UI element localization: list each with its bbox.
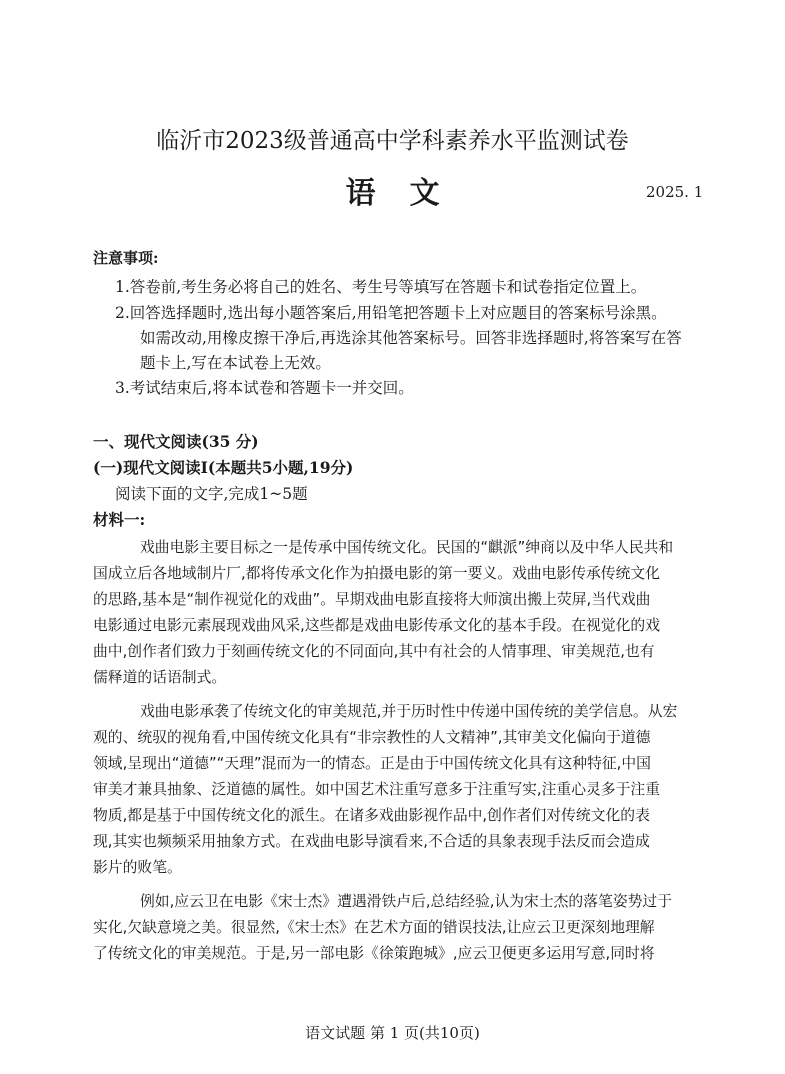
text-line: 现,其实也频频采用抽象方式。在戏曲电影导演看来,不合适的具象表现手法反而会造成 [93,833,650,850]
text-line: 电影通过电影元素展现戏曲风采,这些都是戏曲电影传承文化的基本手段。在视觉化的戏 [93,617,660,634]
notice-heading: 注意事项: [93,249,159,267]
section-heading: 一、现代文阅读(35 分) [93,432,259,451]
text-line: 审美才兼具抽象、泛道德的属性。如中国艺术注重写意多于注重写实,注重心灵多于注重 [93,781,660,798]
notice-line: 1.答卷前,考生务必将自己的姓名、考生号等填写在答题卡和试卷指定位置上。 [115,278,647,296]
notice-line: 3.考试结束后,将本试卷和答题卡一并交回。 [115,379,414,397]
text-line: 例如,应云卫在电影《宋士杰》遭遇滑铁卢后,总结经验,认为宋士杰的落笔姿势过于 [140,893,673,910]
text-line: 观的、统驭的视角看,中国传统文化具有“非宗教性的人文精神”,其审美文化偏向于道德 [93,729,651,746]
exam-title: 临沂市2023级普通高中学科素养水平监测试卷 [156,128,629,154]
text-line: 戏曲电影承袭了传统文化的审美规范,并于历时性中传递中国传统的美学信息。从宏 [140,703,678,720]
text-line: 戏曲电影主要目标之一是传承中国传统文化。民国的“麒派”绅商以及中华人民共和 [140,539,674,556]
exam-date: 2025. 1 [646,183,704,201]
material-label: 材料一: [93,510,146,529]
text-line: 国成立后各地域制片厂,都将传承文化作为拍摄电影的第一要义。戏曲电影传承传统文化 [93,565,660,582]
page-footer: 语文试题 第 1 页(共10页) [305,1024,480,1042]
text-line: 的思路,基本是“制作视觉化的戏曲”。早期戏曲电影直接将大师演出搬上荧屏,当代戏曲 [93,591,651,608]
sub-section-heading: (一)现代文阅读Ⅰ(本题共5小题,19分) [93,458,354,477]
notice-line: 题卡上,写在本试卷上无效。 [140,354,331,372]
text-line: 物质,都是基于中国传统文化的派生。在诸多戏曲影视作品中,创作者们对传统文化的表 [93,807,650,824]
text-line: 实化,欠缺意境之美。很显然,《宋士杰》在艺术方面的错误技法,让应云卫更深刻地理解 [93,919,655,936]
reading-instruction: 阅读下面的文字,完成1~5题 [115,485,308,503]
notice-line: 如需改动,用橡皮擦干净后,再选涂其他答案标号。回答非选择题时,将答案写在答 [140,329,682,347]
text-line: 儒释道的话语制式。 [93,669,227,686]
text-line: 曲中,创作者们致力于刻画传统文化的不同面向,其中有社会的人情事理、审美规范,也有 [93,643,655,660]
notice-line: 2.回答选择题时,选出每小题答案后,用铅笔把答题卡上对应题目的答案标号涂黑。 [115,304,667,322]
subject-title: 语文 [345,176,474,211]
text-line: 影片的败笔。 [93,859,182,876]
text-line: 了传统文化的审美规范。于是,另一部电影《徐策跑城》,应云卫便更多运用写意,同时将 [93,945,655,962]
text-line: 领域,呈现出“道德”“天理”混而为一的情态。正是由于中国传统文化具有这种特征,中国 [93,755,651,772]
